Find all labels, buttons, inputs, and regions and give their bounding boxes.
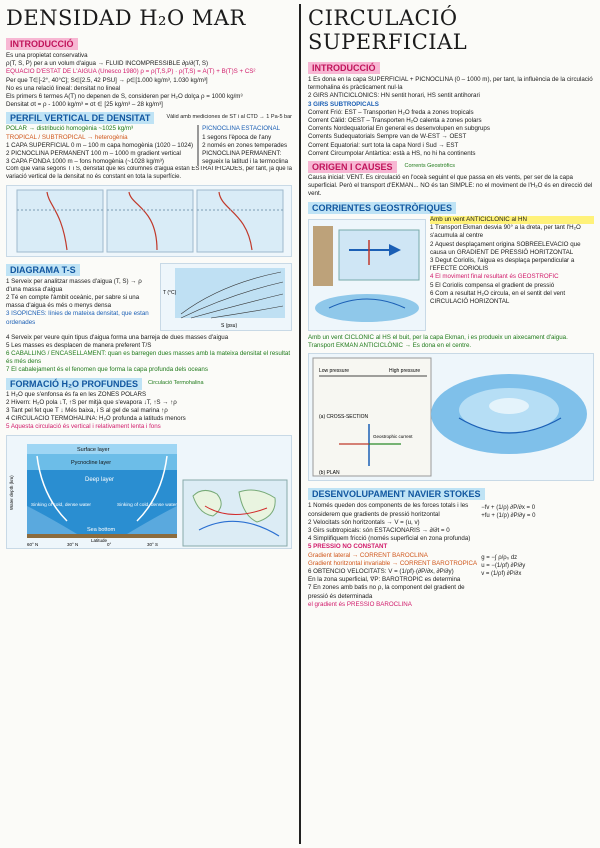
- origin-heading: ORIGEN I CAUSES: [308, 161, 397, 173]
- deep-line: 1 H₂O que s'enfonsa és fa en les ZONES POLARS: [6, 390, 147, 398]
- geo-line: Amb un vent ANTICICLÒNIC al HN: [430, 216, 594, 224]
- vertical-side: 1 segons l'època de l'any: [202, 133, 272, 141]
- ts-diagram-figure: [160, 263, 292, 331]
- right-intro-line: 1 Es dona en la capa SUPERFICIAL + PICNOCLINA (0 – 1000 m), per tant, la influència de la circulació termohalina és pràcticament nul·la: [308, 76, 593, 92]
- column-divider: [299, 4, 301, 844]
- section-label: (a) CROSS-SECTION: [319, 414, 369, 421]
- diagram-line: 7 El cabalejament és el fenomen que forma la capa profunda dels oceans: [6, 366, 208, 374]
- intro-heading-right: INTRODUCCIÓ: [308, 62, 380, 74]
- lat-tick: 0°: [107, 541, 112, 547]
- geo-line: 6 Com a resultat H₂O circula, en el sentit del vent CIRCULACIÓ HORIZONTAL: [430, 289, 566, 306]
- ts-y-label: T (°C): [162, 289, 177, 296]
- vertical-note: Vàlid amb mediciones de ST i al CTD → 1 Pa-5 bar: [166, 114, 292, 121]
- vertical-row: 2 PICNOCLINA PERMANENT 100 m – 1000 m gradient vertical: [6, 150, 181, 158]
- vertical-row: POLAR → distribució homogènia ~1025 kg/m³: [6, 125, 134, 133]
- density-profiles-figure: [6, 185, 292, 257]
- intro-line: EQUACIÓ D'ESTAT DE L'AIGUA (Unesco 1980) ρ = ρ(T,S,P) · ρ(T,S) = A(T) + B(T)S + CS²: [6, 68, 256, 76]
- lat-axis-label: Latitude: [91, 537, 108, 543]
- maths-line: 6 OBTENCIÓ VELOCITATS: V = (1/ρf)·(∂P/∂x, ∂P/∂y): [308, 568, 454, 576]
- equation: +fu + (1/ρ) ∂P/∂y = 0: [481, 513, 536, 520]
- maths-line: el gradient és PRESSIÓ BAROCLINA: [308, 600, 412, 608]
- geo-line: 3 Degut Coriolis, l'aigua es desplaça perpendicular a l'EFECTE CORIOLIS: [430, 257, 575, 273]
- diagram-heading: DIAGRAMA T-S: [6, 264, 80, 276]
- maths-line: Gradient lateral → CORRENT BAROCLINA: [308, 551, 428, 559]
- equation: g = −∫ ρ/ρ₀ dz: [481, 554, 518, 561]
- diagram-line: 5 Les masses es desplacen de manera preferent T/S: [6, 341, 152, 349]
- deep-line: 4 CIRCULACIÓ TERMOHALINA: H₂O profunda a latituds menors: [6, 415, 186, 423]
- pycnocline-label: Pycnocline layer: [71, 459, 112, 466]
- lat-tick: 30° N: [67, 541, 79, 547]
- diagram-line: 1 Serveix per analitzar masses d'aigua (T, S) → ρ d'una massa d'aigua: [6, 277, 142, 293]
- depth-axis-label: Water depth (km): [9, 475, 14, 510]
- maths-line: 3 Girs subtropicals: són ESTACIONARIS → ∂/∂t = 0: [308, 527, 450, 535]
- diagram-line: 6 CABALLING / ENCASELLAMENT: quan es barregen dues masses amb la mateixa densitat el resultat és més dens: [6, 350, 291, 366]
- intro-heading-left: INTRODUCCIÓ: [6, 38, 78, 50]
- left-title: DENSIDAD H₂O MAR: [6, 6, 246, 30]
- intro-line: Per que T∈[-2°, 40°C]; S∈[2.5, 42 PSU] → ρ∈[1.000 kg/m³, 1.030 kg/m³]: [6, 76, 208, 84]
- intro-line: Densitat σt = ρ - 1000 kg/m³ = σt ∈ [25 kg/m³ – 28 kg/m³]: [6, 101, 163, 109]
- low-pressure-label: Low pressure: [319, 368, 350, 375]
- geo-caption: Amb un vent CICLÒNIC al HS el buit, per la capa Ekman, i es produeix un aixecament d'aigua. Transport EKMAN ANTICICLÒNIC → Es dona en el centre.: [308, 334, 568, 350]
- vertical-row: 3 CAPA FONDA 1000 m – fons homogènia (~1028 kg/m³): [6, 158, 164, 166]
- origin-text: Causa inicial: VENT. Es circulació en l'oceà seguint el que passa en els vents, per ser de la capa superficial. Però el transport d'EKMAN... NO és tan SIMPLE: no el moviment de l'H₂O és en direcció del vent.: [308, 174, 593, 198]
- vertical-side: PICNOCLINA ESTACIONAL: [202, 125, 281, 133]
- plan-label: (b) PLAN: [319, 470, 340, 477]
- thermohaline-figure: [6, 435, 292, 549]
- gyre-line: Corrents Sudequatorials Sempre van de W-EST → OEST: [308, 133, 467, 141]
- equation: v = (1/ρf) ∂P/∂x: [481, 570, 522, 577]
- maths-line: 1 Només queden dos components de les forces totals i les considerem que gradients de pressió horitzontal: [308, 502, 469, 518]
- intro-line: Els primers 6 termes A(T) no depenen de S, consideren per H₂O dolça ρ = 1000 kg/m³: [6, 93, 243, 101]
- geo-line: 2 Aquest desplaçament origina SOBREELEVACIÓ que causa un GRADIENT DE PRESSIÓ HORITZONTAL: [430, 240, 581, 256]
- geo-heading: CORRIENTES GEOSTRÒFIQUES: [308, 202, 456, 214]
- geo-line: 4 El moviment final resultant és GEOSTRÒFIC: [430, 273, 559, 281]
- sinking-left-label: Sinking of cold, dense water: [31, 502, 91, 508]
- lat-tick: 60° N: [27, 541, 39, 547]
- vertical-side: 2 només en zones temperades: [202, 141, 288, 149]
- maths-line: 4 Simplifiquem fricció (només superficial en zona profunda): [308, 535, 471, 543]
- gyres-heading: 3 GIRS SUBTROPICALS: [308, 100, 379, 108]
- maths-line: 5 PRESSIÓ NO CONSTANT: [308, 543, 388, 551]
- origin-tag: Corrents Geostròfics: [404, 163, 455, 170]
- geo-line: 1 Transport Ekman desvia 90° a la dreta, per tant l'H₂O s'acumula al centre: [430, 224, 581, 240]
- maths-line: Gradient horitzontal invariable → CORRENT BAROTRÒPICA: [308, 559, 478, 567]
- sinking-right-label: Sinking of cold, dense water: [117, 502, 177, 508]
- left-column: [0, 0, 298, 848]
- diagram-line: 4 Serveix per veure quin tipus d'aigua forma una barreja de dues masses d'aigua: [6, 333, 229, 341]
- gyre-line: Corrent Circumpolar Antàrtica: està a HS, no hi ha continents: [308, 149, 476, 157]
- vertical-row: 1 CAPA SUPERFICIAL 0 m – 100 m capa homogènia (1020 – 1024): [6, 141, 194, 149]
- maths-line: 7 En zones amb batis no ρ, la component del gradient de pressió és determinada: [308, 584, 465, 600]
- maths-line: 2 Velocitats són horitzontals → V = (u, v): [308, 518, 420, 526]
- gyre-line: Corrent Equatorial: surt tota la capa Nord i Sud → EST: [308, 141, 459, 149]
- diagram-line: 3 ISOPICNES: línies de mateixa densitat, que estan ordenades: [6, 310, 149, 326]
- right-intro-line: 2 GIRS ANTICICLÒNICS: HN sentit horari, HS sentit antihorari: [308, 92, 480, 100]
- vertical-side: PICNOCLINA PERMANENT: segueix la latitud i la termoclina: [202, 150, 289, 166]
- gyre-line: Corrents Nordequatorial En general es desenvolupen en subgrups: [308, 125, 490, 133]
- maths-line: En la zona superficial, ∇P: BAROTRÒPIC es determina: [308, 576, 461, 584]
- intro-line: ρ(T, S, P) per a un volum d'aigua → FLUID INCOMPRESSIBLE ∂ρ/∂(T, S): [6, 60, 209, 68]
- geostrophic-figure: [308, 353, 594, 481]
- vertical-heading: PERFIL VERTICAL DE DENSITAT: [6, 112, 154, 124]
- gyre-line: Corrent Frió: EST – Transporten H₂O freda a zones tropicals: [308, 108, 474, 116]
- high-pressure-label: High pressure: [389, 368, 421, 375]
- intro-line: No es una relació lineal: densitat no lineal: [6, 84, 121, 92]
- diagram-line: 2 Té en compte l'àmbit oceànic, per sabre si una massa d'aigua és més o menys densa: [6, 294, 140, 310]
- deep-heading: FORMACIÓ H₂O PROFUNDES: [6, 378, 142, 390]
- vertical-row: TROPICAL / SUBTROPICAL → heterogènia: [6, 133, 128, 141]
- intro-line: Es una propietat conservativa: [6, 52, 88, 59]
- vertical-foot: Com que varia segons T i S, densitat que les columnes d'aigua estan ESTRATIFICADES, per tant, ja que la variació vertical de la densitat no és constant en tota la superfície.: [6, 166, 292, 181]
- deep-line: 3 Tant pel fet que T ↓ Més baixa, i S al gel de sal marina ↑ρ: [6, 407, 168, 415]
- deep-layer-label: Deep layer: [85, 476, 115, 483]
- deep-line: 2 Hivern: H₂O pola ↓T, ↑S per mitjà que s'evapora ↓T, ↑S → ↑ρ: [6, 398, 177, 406]
- gyre-line: Corrent Càlid: OEST – Transporten H₂O calenta a zones polars: [308, 117, 482, 125]
- right-column: [302, 0, 600, 848]
- deep-line: 5 Aquesta circulació és vertical i relativament lenta i fons: [6, 423, 161, 431]
- equation: u = −(1/ρf) ∂P/∂y: [481, 562, 526, 569]
- surface-layer-label: Surface layer: [77, 446, 110, 453]
- deep-subheading: Circulació Termohalina: [148, 379, 204, 386]
- ts-x-label: S (psu): [220, 322, 237, 329]
- equation: −fv + (1/ρ) ∂P/∂x = 0: [481, 505, 536, 512]
- geostrophic-current-label: Geostrophic current: [373, 434, 413, 440]
- ekman-figure: [308, 219, 426, 331]
- sea-bottom-label: Sea bottom: [87, 526, 116, 533]
- right-title: CIRCULACIÓ SUPERFICIAL: [308, 6, 468, 54]
- maths-heading: DESENVOLUPAMENT NAVIER STOKES: [308, 488, 485, 500]
- lat-tick: 30° S: [147, 541, 159, 547]
- geo-line: 5 El Coriolis compensa el gradient de pressió: [430, 281, 555, 289]
